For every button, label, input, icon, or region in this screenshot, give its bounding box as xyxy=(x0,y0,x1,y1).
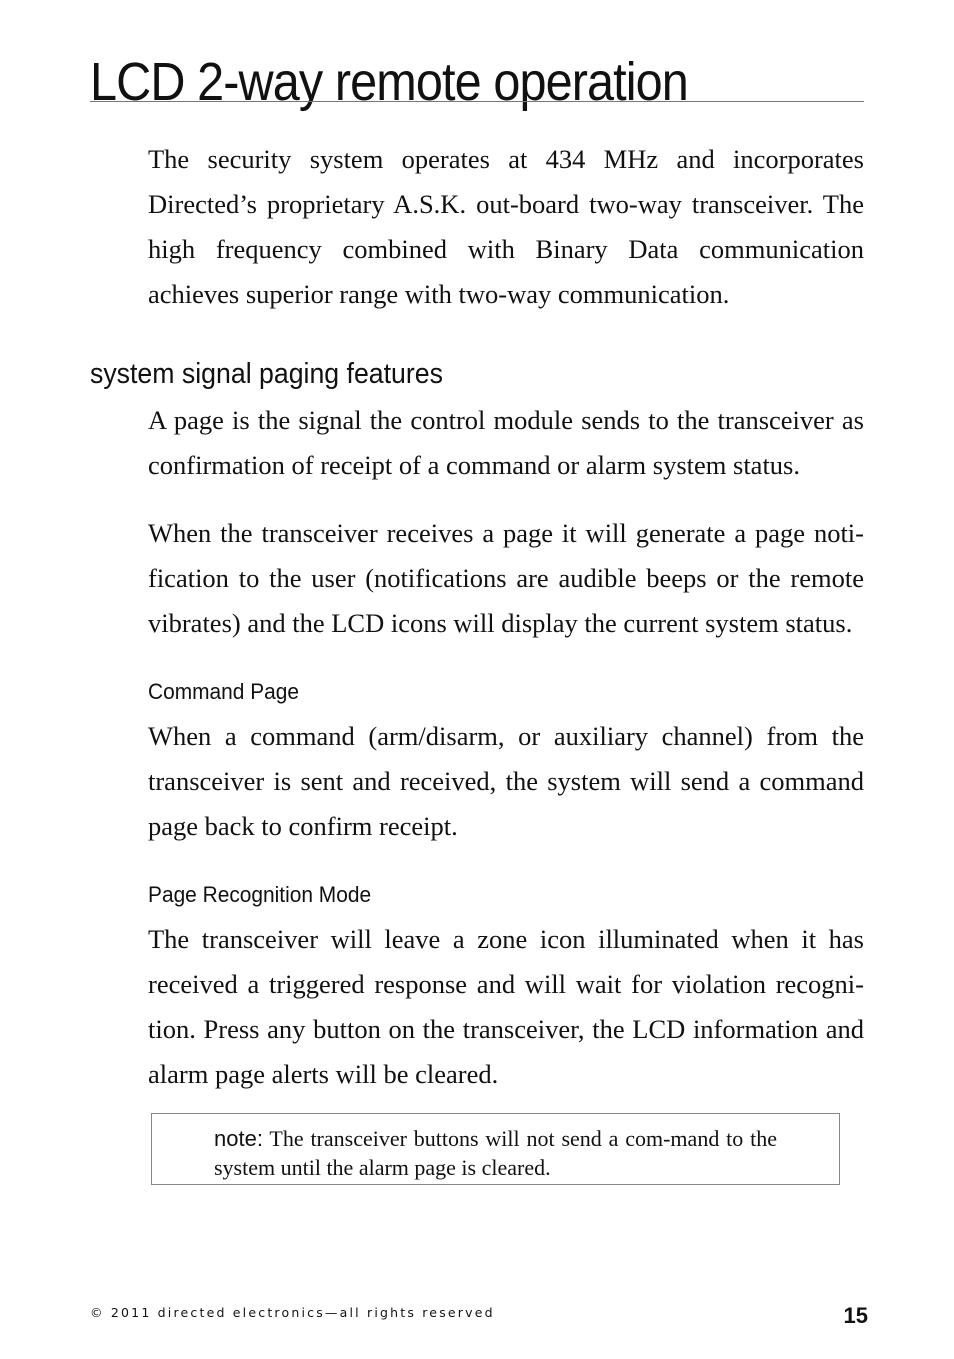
note-box xyxy=(151,1113,840,1185)
footer-copyright: © 2011 directed electronics—all rights reserved xyxy=(90,1305,495,1320)
note-body: The transceiver buttons will not send a com-mand to the system until the alarm page is cleared. xyxy=(214,1126,777,1180)
section-heading: system signal paging features xyxy=(90,358,443,390)
page-title: LCD 2-way remote operation xyxy=(90,52,688,112)
note-text xyxy=(214,1124,777,1182)
title-divider xyxy=(90,101,864,102)
command-page-paragraph: When a command (arm/disarm, or auxiliary channel) from the transceiver is sent and received, the system will send a command page back to confirm receipt. xyxy=(148,721,864,841)
note-label: note: xyxy=(214,1126,263,1151)
paging-paragraph-2: When the transceiver receives a page it will generate a page noti-fication to the user (notifications are audible beeps or the remote vibrates) and the LCD icons will display the current system status. xyxy=(148,518,864,638)
recognition-mode-heading: Page Recognition Mode xyxy=(148,882,372,907)
paging-paragraph-1: A page is the signal the control module sends to the transceiver as confirmation of receipt of a command or alarm system status. xyxy=(148,405,864,480)
page-number: 15 xyxy=(843,1303,868,1328)
command-page-heading: Command Page xyxy=(148,679,300,704)
recognition-mode-paragraph: The transceiver will leave a zone icon illuminated when it has received a triggered response and will wait for violation recogni-tion. Press any button on the transceiver, the LCD information and alarm page alerts will be cleared. xyxy=(148,924,864,1089)
intro-paragraph: The security system operates at 434 MHz and incorporates Directed’s proprietary A.S.K. out-board two-way transceiver. The high frequency combined with Binary Data communication achieves superior range with two-way communication. xyxy=(148,144,864,309)
